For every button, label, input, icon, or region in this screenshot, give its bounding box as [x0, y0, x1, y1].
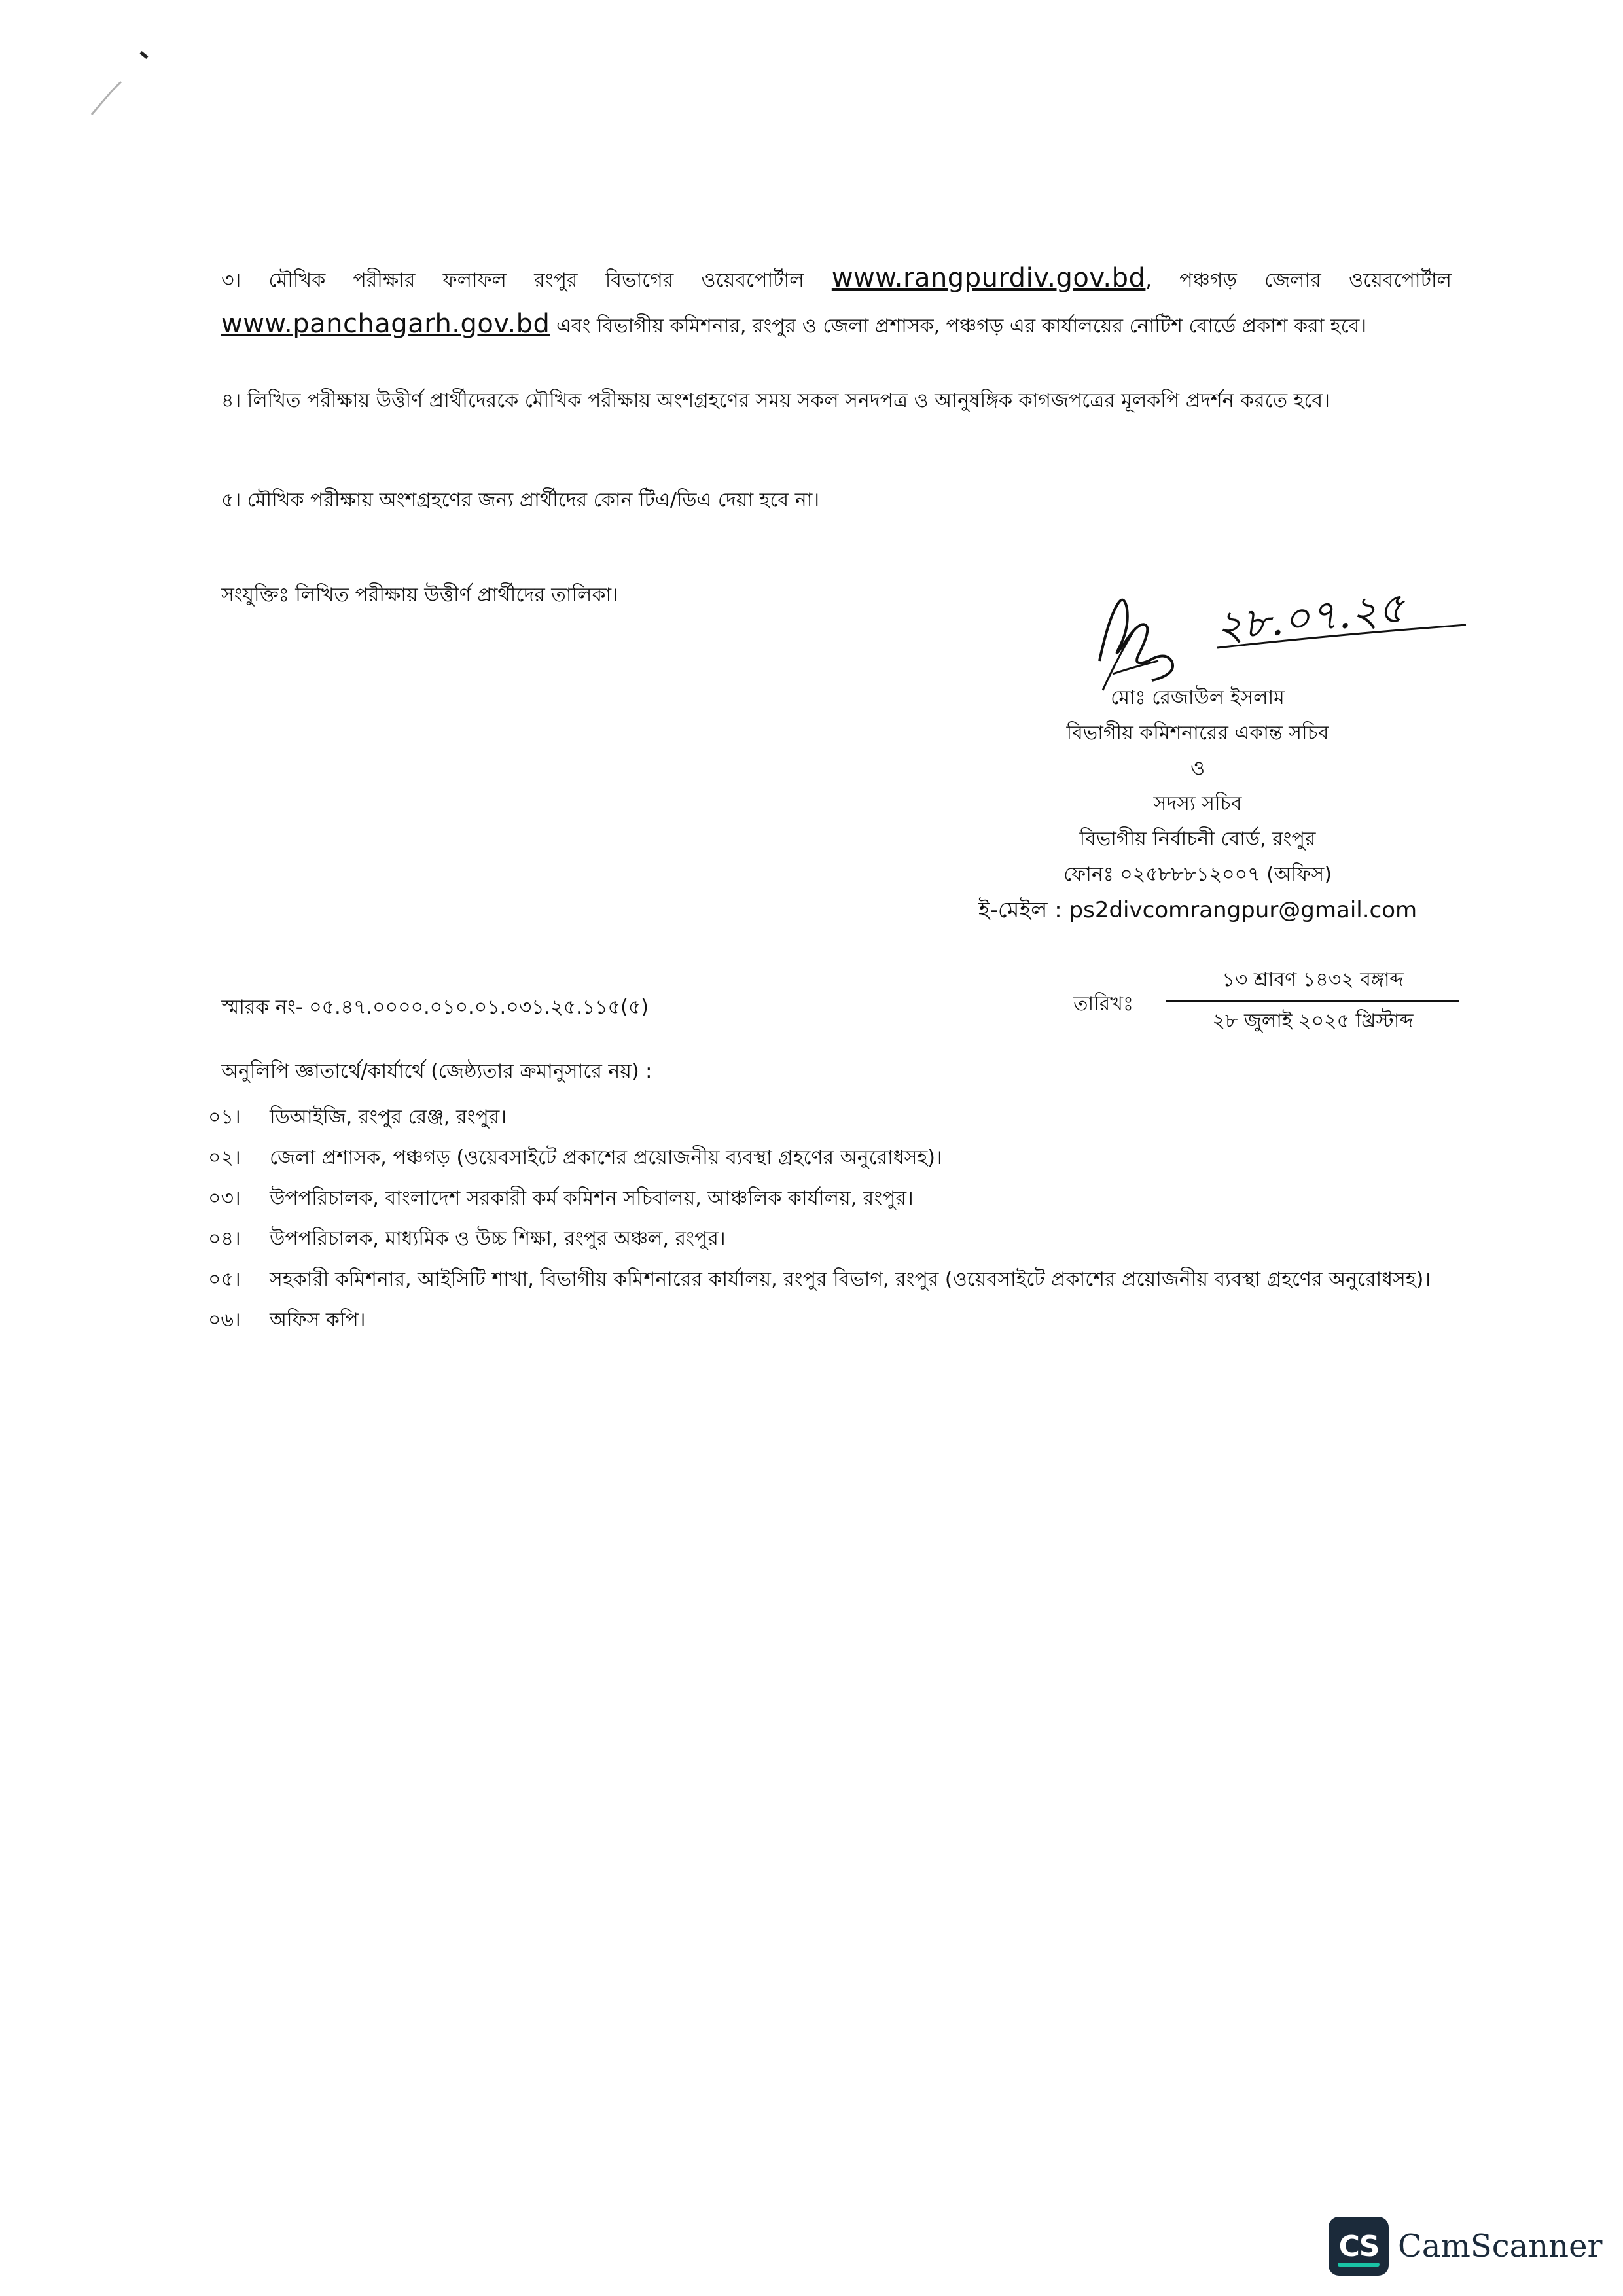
date-label: তারিখঃ: [1073, 993, 1133, 1016]
date-bangla: ১৩ শ্রাবণ ১৪৩২ বঙ্গাব্দ: [1222, 968, 1404, 991]
list-item-text: সহকারী কমিশনার, আইসিটি শাখা, বিভাগীয় কমিশনারের কার্যালয়, রংপুর বিভাগ, রংপুর (ওয়েবসাইটে প্রকাশের প্রয়োজনীয় ব্যবস্থা গ্রহণের অনুরোধসহ)।: [270, 1268, 1431, 1291]
scan-artifact-mark: [85, 46, 164, 124]
panchagarh-link[interactable]: www.panchagarh.gov.bd: [221, 309, 550, 339]
camscanner-text: CamScanner: [1398, 2228, 1603, 2265]
list-item-text: অফিস কপি।: [270, 1309, 366, 1332]
signatory-email[interactable]: ই-মেইল : ps2divcomrangpur@gmail.com: [978, 897, 1418, 923]
list-item-number: ০৪।: [208, 1227, 241, 1250]
paragraph-3-middle: , পঞ্চগড় জেলার ওয়েবপোর্টাল: [1145, 269, 1452, 292]
memo-number: স্মারক নং- ০৫.৪৭.০০০০.০১০.০১.০৩১.২৫.১১৫(৫): [221, 996, 649, 1019]
paragraph-3-prefix: ৩। মৌখিক পরীক্ষার ফলাফল রংপুর বিভাগের ওয়েবপোর্টাল: [221, 269, 832, 292]
camscanner-watermark: [1329, 2217, 1602, 2276]
signatory-designation-2: সদস্য সচিব: [1153, 792, 1242, 815]
list-item-text: ডিআইজি, রংপুর রেঞ্জ, রংপুর।: [270, 1106, 507, 1129]
date-divider: [1166, 1000, 1459, 1002]
attachment-note: সংযুক্তিঃ লিখিত পরীক্ষায় উত্তীর্ণ প্রার্থীদের তালিকা।: [221, 584, 618, 607]
signature-date: ২৮.০৭.২৫: [1213, 583, 1408, 652]
list-item: [208, 1099, 1452, 1136]
list-item-number: ০২।: [208, 1146, 241, 1169]
list-item-text: উপপরিচালক, বাংলাদেশ সরকারী কর্ম কমিশন সচিবালয়, আঞ্চলিক কার্যালয়, রংপুর।: [270, 1187, 914, 1210]
paragraph-3: [221, 256, 1452, 348]
list-item-number: ০৫।: [208, 1268, 241, 1291]
list-item-number: ০৩।: [208, 1187, 241, 1210]
signatory-name: মোঃ রেজাউল ইসলাম: [1111, 686, 1285, 709]
camscanner-logo-icon: CS: [1329, 2217, 1389, 2276]
handwritten-signature: [1073, 563, 1479, 700]
date-values: [1166, 962, 1459, 1040]
copy-list: [208, 1099, 1452, 1343]
list-item-number: ০৬।: [208, 1309, 241, 1332]
signatory-block: [942, 680, 1453, 928]
signatory-board: বিভাগীয় নির্বাচনী বোর্ড, রংপুর: [1079, 828, 1316, 851]
paragraph-5: ৫। মৌখিক পরীক্ষায় অংশগ্রহণের জন্য প্রার্থীদের কোন টিএ/ডিএ দেয়া হবে না।: [221, 489, 820, 512]
signatory-designation: বিভাগীয় কমিশনারের একান্ত সচিব: [1066, 722, 1329, 745]
list-item: [208, 1140, 1452, 1176]
date-english: ২৮ জুলাই ২০২৫ খ্রিস্টাব্দ: [1212, 1010, 1414, 1033]
copy-header: অনুলিপি জ্ঞাতার্থে/কার্যার্থে (জেষ্ঠ্যতার ক্রমানুসারে নয়) :: [221, 1060, 652, 1083]
paragraph-4: ৪। লিখিত পরীক্ষায় উত্তীর্ণ প্রার্থীদেরকে মৌখিক পরীক্ষায় অংশগ্রহণের সময় সকল সনদপত্র ও আনুষঙ্গিক কাগজপত্রের মূলকপি প্রদর্শন করতে হবে।: [221, 389, 1330, 412]
signatory-phone: ফোনঃ ০২৫৮৮৮১২০০৭ (অফিস): [1063, 863, 1332, 886]
list-item: [208, 1180, 1452, 1217]
list-item: [208, 1302, 1452, 1339]
list-item-text: জেলা প্রশাসক, পঞ্চগড় (ওয়েবসাইটে প্রকাশের প্রয়োজনীয় ব্যবস্থা গ্রহণের অনুরোধসহ)।: [270, 1146, 942, 1169]
list-item-text: উপপরিচালক, মাধ্যমিক ও উচ্চ শিক্ষা, রংপুর অঞ্চল, রংপুর।: [270, 1227, 726, 1250]
list-item-number: ০১।: [208, 1106, 241, 1129]
list-item: [208, 1221, 1452, 1258]
list-item: [208, 1262, 1452, 1298]
signatory-conjunction: ও: [1190, 757, 1205, 780]
paragraph-3-suffix: এবং বিভাগীয় কমিশনার, রংপুর ও জেলা প্রশাসক, পঞ্চগড় এর কার্যালয়ের নোটিশ বোর্ডে প্রকাশ করা হবে।: [550, 315, 1367, 338]
rangpurdiv-link[interactable]: www.rangpurdiv.gov.bd: [831, 263, 1146, 293]
date-block: [1073, 962, 1466, 1047]
